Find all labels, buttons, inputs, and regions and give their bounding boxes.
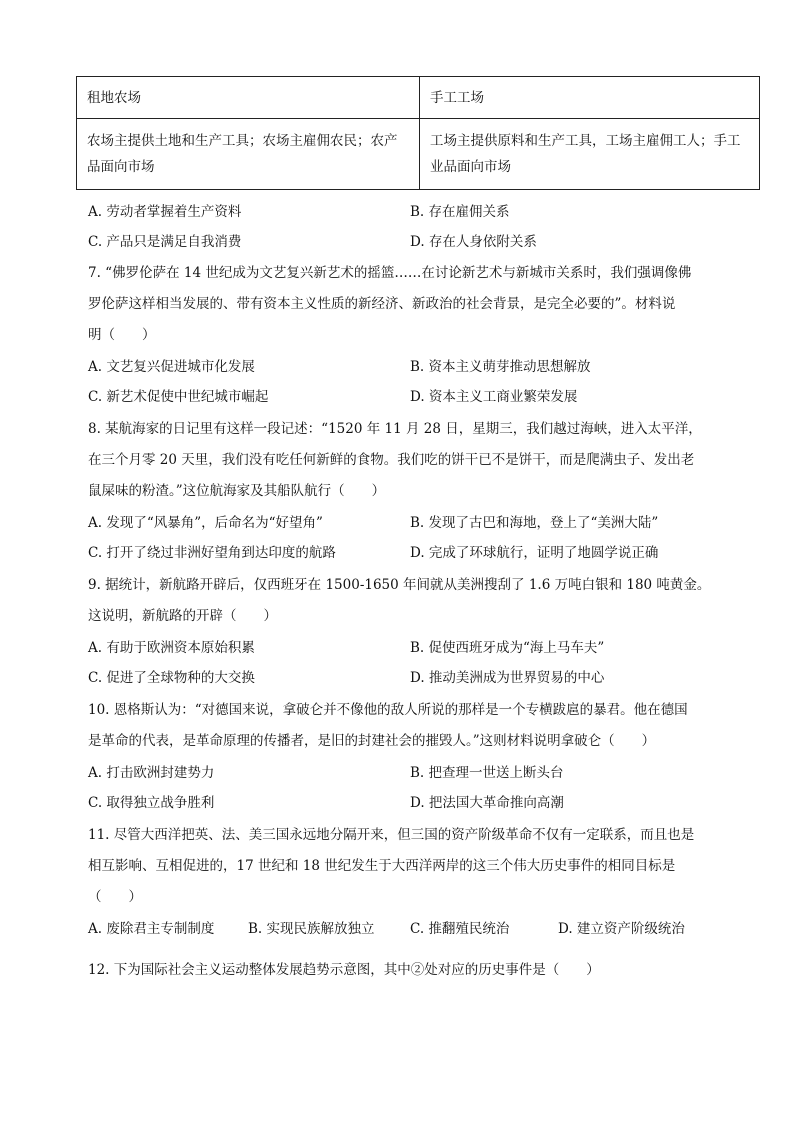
q9-stem-line: 这说明，新航路的开辟（ ）	[88, 608, 277, 624]
q10-stem-line: 10. 恩格斯认为：“对德国来说，拿破仑并不像他的敌人所说的那样是一个专横跋扈的暴君。他在德国	[88, 702, 688, 718]
q9-option-a: A. 有助于欧洲资本原始积累	[88, 640, 255, 656]
q8-option-a: A. 发现了“风暴角”，后命名为“好望角”	[88, 515, 323, 531]
q8-stem-line: 在三个月零 20 天里，我们没有吃任何新鲜的食物。我们吃的饼干已不是饼干，而是爬满虫子、发出老	[88, 452, 695, 468]
q10-option-d: D. 把法国大革命推向高潮	[410, 795, 564, 811]
table-row	[77, 119, 760, 190]
q9-option-c: C. 促进了全球物种的大交换	[88, 670, 255, 686]
q11-stem-line: （ ）	[88, 889, 142, 905]
q10-option-a: A. 打击欧洲封建势力	[88, 765, 215, 781]
q7-option-d: D. 资本主义工商业繁荣发展	[410, 389, 578, 405]
table-header-cell: 租地农场	[77, 77, 420, 119]
q11-stem-line: 相互影响、互相促进的，17 世纪和 18 世纪发生于大西洋两岸的这三个伟大历史事件的相同目标是	[88, 858, 676, 874]
q12-stem-line: 12. 下为国际社会主义运动整体发展趋势示意图，其中②处对应的历史事件是（ ）	[88, 962, 600, 978]
q10-stem-line: 是革命的代表，是革命原理的传播者，是旧的封建社会的摧毁人。”这则材料说明拿破仑（ ）	[88, 733, 656, 749]
q6-option-c: C. 产品只是满足自我消费	[88, 234, 242, 250]
q11-option-c: C. 推翻殖民统治	[410, 921, 510, 937]
table-header-row	[77, 77, 760, 119]
q6-option-d: D. 存在人身依附关系	[410, 234, 537, 250]
q9-option-b: B. 促使西班牙成为“海上马车夫”	[410, 640, 605, 656]
q8-option-b: B. 发现了古巴和海地，登上了“美洲大陆”	[410, 515, 659, 531]
q7-stem-line: 罗伦萨这样相当发展的、带有资本主义性质的新经济、新政治的社会背景，是完全必要的”。材料说	[88, 296, 676, 312]
q8-stem-line: 8. 某航海家的日记里有这样一段记述：“1520 年 11 月 28 日，星期三，我们越过海峡，进入太平洋，	[88, 421, 702, 437]
q7-stem-line: 7. “佛罗伦萨在 14 世纪成为文艺复兴新艺术的摇篮……在讨论新艺术与新城市关系时，我们强调像佛	[88, 265, 692, 281]
q8-option-c: C. 打开了绕过非洲好望角到达印度的航路	[88, 545, 336, 561]
q10-option-b: B. 把查理一世送上断头台	[410, 765, 564, 781]
table-header-cell: 手工工场	[420, 77, 760, 119]
q9-stem-line: 9. 据统计，新航路开辟后，仅西班牙在 1500-1650 年间就从美洲搜刮了 1.6 万吨白银和 180 吨黄金。	[88, 577, 711, 593]
q7-option-b: B. 资本主义萌芽推动思想解放	[410, 359, 591, 375]
q11-option-b: B. 实现民族解放独立	[248, 921, 375, 937]
q11-option-d: D. 建立资产阶级统治	[558, 921, 685, 937]
q8-option-d: D. 完成了环球航行，证明了地圆学说正确	[410, 545, 659, 561]
q7-option-c: C. 新艺术促使中世纪城市崛起	[88, 389, 269, 405]
q6-option-b: B. 存在雇佣关系	[410, 204, 510, 220]
comparison-table	[76, 76, 760, 190]
table-cell: 工场主提供原料和生产工具，工场主雇佣工人；手工业品面向市场	[420, 119, 760, 190]
q10-option-c: C. 取得独立战争胜利	[88, 795, 215, 811]
q11-option-a: A. 废除君主专制制度	[88, 921, 215, 937]
q7-stem-line: 明（ ）	[88, 327, 156, 343]
q8-stem-line: 鼠屎味的粉渣。”这位航海家及其船队航行（ ）	[88, 483, 386, 499]
table-cell: 农场主提供土地和生产工具；农场主雇佣农民；农产品面向市场	[77, 119, 420, 190]
q7-option-a: A. 文艺复兴促进城市化发展	[88, 359, 255, 375]
q11-stem-line: 11. 尽管大西洋把英、法、美三国永远地分隔开来，但三国的资产阶级革命不仅有一定联系，而且也是	[88, 827, 695, 843]
q6-option-a: A. 劳动者掌握着生产资料	[88, 204, 242, 220]
q9-option-d: D. 推动美洲成为世界贸易的中心	[410, 670, 605, 686]
